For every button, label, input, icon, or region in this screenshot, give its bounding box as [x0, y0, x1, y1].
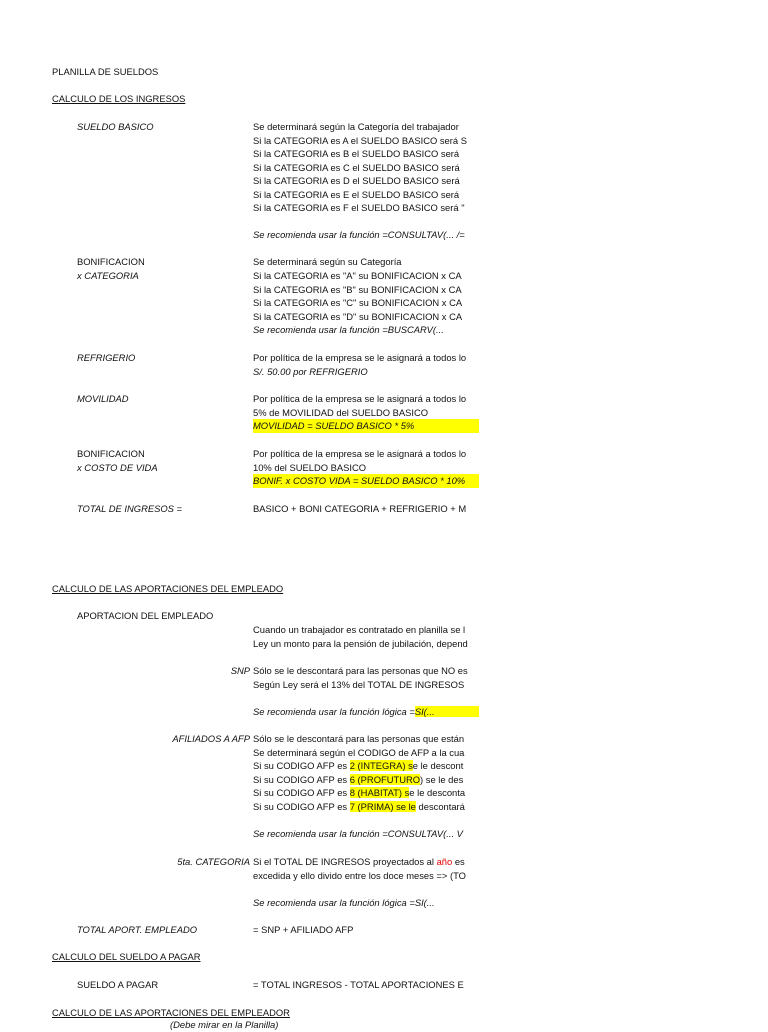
bonif-categoria-line: Si la CATEGORIA es "C" su BONIFICACION x CA — [253, 297, 463, 308]
quinta-line: Si el TOTAL DE INGRESOS proyectados al año es — [253, 856, 465, 867]
bonif-costo-formula: BONIF. x COSTO VIDA = SUELDO BASICO * 10% — [253, 474, 479, 488]
bonif-costo-line: 10% del SUELDO BASICO — [253, 461, 367, 473]
label-movilidad: MOVILIDAD — [77, 393, 129, 404]
total-aport-value: = SNP + AFILIADO AFP — [253, 924, 354, 935]
sueldo-basico-line: Si la CATEGORIA es C el SUELDO BASICO será — [253, 161, 460, 173]
aportacion-line: Cuando un trabajador es contratado en planilla se l — [253, 624, 466, 635]
bonif-categoria-note: Se recomienda usar la función =BUSCARV(... — [253, 324, 444, 335]
afp-code-row: Si su CODIGO AFP es 7 (PRIMA) se le descontará — [253, 800, 465, 812]
snp-line: Según Ley será el 13% del TOTAL DE INGRESOS — [253, 678, 465, 690]
section-aportaciones-empleador: CALCULO DE LAS APORTACIONES DEL EMPLEADOR — [52, 1007, 290, 1018]
refrigerio-line: Por política de la empresa se le asignará a todos lo — [253, 352, 467, 363]
refrigerio-line: S/. 50.00 por REFRIGERIO — [253, 365, 368, 377]
label-aportacion-empleado: APORTACION DEL EMPLEADO — [77, 610, 214, 621]
bonif-categoria-line: Si la CATEGORIA es "D" su BONIFICACION x CA — [253, 310, 463, 322]
label-sueldo-a-pagar: SUELDO A PAGAR — [77, 979, 159, 990]
sueldo-basico-line: Si la CATEGORIA es B el SUELDO BASICO será — [253, 148, 460, 159]
movilidad-formula: MOVILIDAD = SUELDO BASICO * 5% — [253, 419, 479, 433]
label-x-costo-vida: x COSTO DE VIDA — [77, 461, 158, 473]
total-ingresos-value: BASICO + BONI CATEGORIA + REFRIGERIO + M — [253, 503, 467, 514]
snp-note: Se recomienda usar la función lógica =SI(... — [253, 705, 479, 719]
label-refrigerio: REFRIGERIO — [77, 352, 136, 363]
empleador-note-cut: (Debe mirar en la Planilla) — [170, 1019, 279, 1030]
sueldo-basico-line: Si la CATEGORIA es D el SUELDO BASICO será — [253, 175, 460, 186]
label-x-categoria: x CATEGORIA — [77, 270, 139, 281]
movilidad-line: Por política de la empresa se le asignará a todos lo — [253, 393, 467, 404]
bonif-categoria-line: Se determinará según su Categoría — [253, 256, 402, 267]
afp-code-row: Si su CODIGO AFP es 2 (INTEGRA) se le descont — [253, 760, 464, 771]
quinta-note: Se recomienda usar la función lógica =SI(... — [253, 897, 435, 908]
quinta-line: excedida y ello divido entre los doce meses => (TO — [253, 869, 466, 881]
sueldo-basico-line: Se determinará según la Categoría del trabajador — [253, 121, 459, 132]
section-ingresos: CALCULO DE LOS INGRESOS — [52, 93, 186, 104]
label-sueldo-basico: SUELDO BASICO — [77, 121, 154, 132]
section-aportaciones-empleado: CALCULO DE LAS APORTACIONES DEL EMPLEADO — [52, 583, 284, 594]
sueldo-basico-line: Si la CATEGORIA es F el SUELDO BASICO será " — [253, 202, 465, 213]
label-bonificacion-2: BONIFICACION — [77, 448, 145, 459]
aportacion-line: Ley un monto para la pensión de jubilación, depend — [253, 637, 468, 649]
label-total-ingresos: TOTAL DE INGRESOS = — [77, 503, 182, 514]
bonif-categoria-line: Si la CATEGORIA es "B" su BONIFICACION x CA — [253, 283, 462, 295]
afp-note: Se recomienda usar la función =CONSULTAV(... V — [253, 828, 463, 839]
page-title: PLANILLA DE SUELDOS — [52, 66, 159, 77]
section-sueldo-pagar: CALCULO DEL SUELDO A PAGAR — [52, 951, 201, 962]
label-afiliados-afp: AFILIADOS A AFP — [172, 733, 250, 744]
snp-line: Sólo se le descontará para las personas que NO es — [253, 665, 468, 676]
movilidad-line: 5% de MOVILIDAD del SUELDO BASICO — [253, 406, 429, 418]
label-quinta-categoria: 5ta. CATEGORIA — [177, 856, 250, 867]
bonif-categoria-line: Si la CATEGORIA es "A" su BONIFICACION x CA — [253, 270, 462, 281]
afp-code-row: Si su CODIGO AFP es 8 (HABITAT) se le desconta — [253, 787, 466, 798]
label-snp: SNP — [230, 665, 250, 676]
sueldo-basico-line: Si la CATEGORIA es A el SUELDO BASICO será S — [253, 134, 467, 146]
sueldo-basico-note: Se recomienda usar la función =CONSULTAV(... /= — [253, 229, 465, 240]
afp-line: Se determinará según el CODIGO de AFP a la cua — [253, 746, 465, 758]
label-total-aport-empleado: TOTAL APORT. EMPLEADO — [77, 924, 198, 935]
afp-code-row: Si su CODIGO AFP es 6 (PROFUTURO) se le des — [253, 773, 464, 785]
sueldo-a-pagar-value: = TOTAL INGRESOS - TOTAL APORTACIONES E — [253, 979, 464, 990]
bonif-costo-line: Por política de la empresa se le asignará a todos lo — [253, 448, 467, 459]
label-bonificacion: BONIFICACION — [77, 256, 145, 267]
afp-line: Sólo se le descontará para las personas que están — [253, 733, 465, 744]
sueldo-basico-line: Si la CATEGORIA es E el SUELDO BASICO será — [253, 188, 460, 200]
